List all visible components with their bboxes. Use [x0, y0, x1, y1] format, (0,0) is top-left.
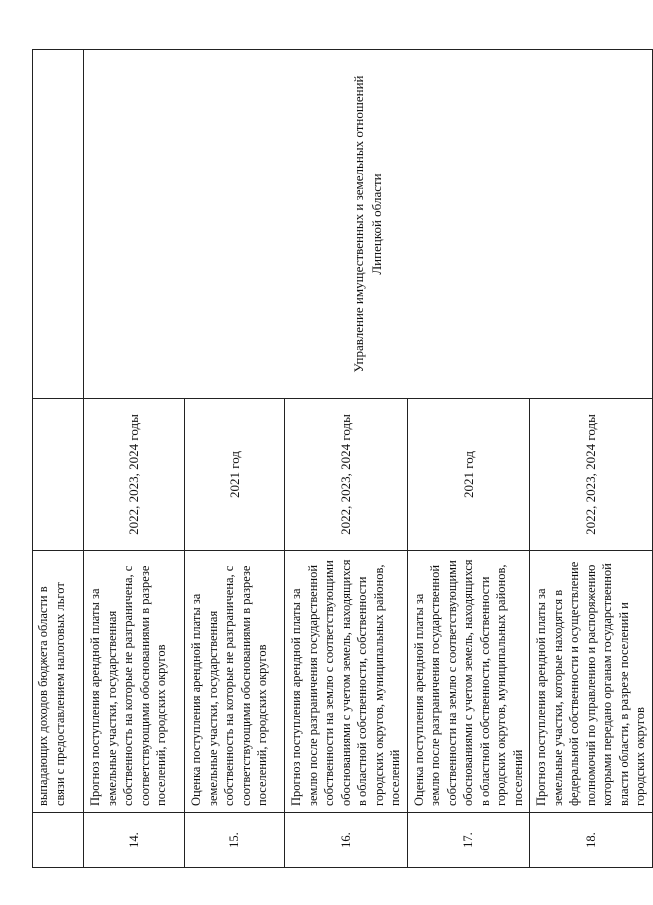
row-period: 2022, 2023, 2024 годы [285, 399, 408, 551]
table-row-continuation [33, 50, 84, 868]
row-description: Оценка поступления арендной платы за землю после разграничения государственной собственности на землю с соответствующими обоснованиями с учетом земель, находящихся в областной собственности, собственности городских округов, муниципальных районов, поселений [407, 551, 530, 813]
row-number: 17. [407, 813, 530, 868]
row-description: Прогноз поступления арендной платы за земельные участки, которые находятся в федеральной собственности и осуществление полномочий по управлению и распоряжению которыми передано органам государственной власти области, в разрезе поселений и городских округов [530, 551, 653, 813]
row-description: Оценка поступления арендной платы за земельные участки, государственная собственность на которые не разграничена, с соответствующими обоснованиями в разрезе поселений, городских округов [185, 551, 285, 813]
row-period: 2022, 2023, 2024 годы [530, 399, 653, 551]
row-number: 14. [84, 813, 185, 868]
row-number: 18. [530, 813, 653, 868]
row-period: 2021 год [185, 399, 285, 551]
rotated-table-wrapper [32, 50, 647, 868]
row-description: Прогноз поступления арендной платы за земельные участки, государственная собственность на которые не разграничена, с соответствующими обоснованиями в разрезе поселений, городских округов [84, 551, 185, 813]
cell-num-empty [33, 813, 84, 868]
row-number: 15. [185, 813, 285, 868]
cell-period-empty [33, 399, 84, 551]
row-description: Прогноз поступления арендной платы за землю после разграничения государственной собственности на землю с соответствующими обоснованиями с учетом земель, находящихся в областной собственности, собственности городских округов, муниципальных районов, поселений [285, 551, 408, 813]
table-row [84, 50, 185, 868]
row-period: 2022, 2023, 2024 годы [84, 399, 185, 551]
continuation-text: выпадающих доходов бюджета области в связи с предоставлением налоговых льгот [33, 551, 84, 813]
responsible-cell: Управление имущественных и земельных отношений Липецкой области [84, 50, 653, 399]
cell-responsible-empty [33, 50, 84, 399]
row-period: 2021 год [407, 399, 530, 551]
data-table [32, 49, 653, 868]
row-number: 16. [285, 813, 408, 868]
